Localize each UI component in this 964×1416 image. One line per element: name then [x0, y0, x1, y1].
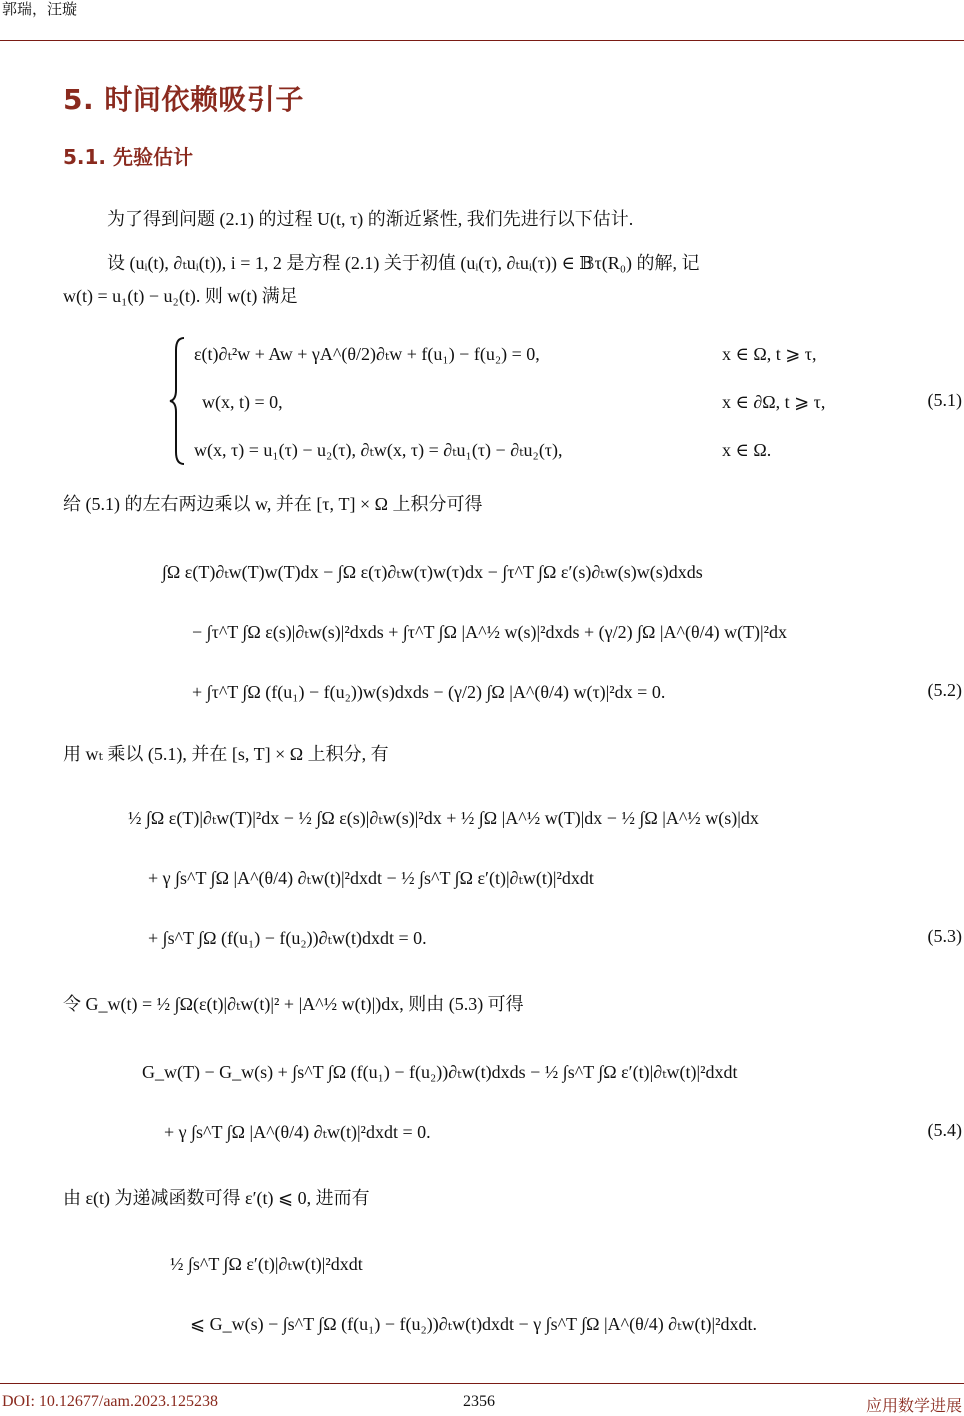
footer-page-number: 2356: [463, 1393, 495, 1410]
eq52-line3: + ∫τ^T ∫Ω (f(u₁) − f(u₂))w(s)dxds − (γ/2) ∫Ω |A^(θ/4) w(τ)|²dx = 0.: [192, 682, 666, 702]
eq51-row3-cond: x ∈ Ω.: [722, 440, 772, 460]
paragraph-intro: 为了得到问题 (2.1) 的过程 U(t, τ) 的渐近紧性, 我们先进行以下估计.: [107, 209, 634, 229]
paragraph-multiply-w: 给 (5.1) 的左右两边乘以 w, 并在 [τ, T] × Ω 上积分可得: [63, 494, 483, 514]
eq51-row1-cond: x ∈ Ω, t ⩾ τ,: [722, 344, 817, 364]
eq51-row3: w(x, τ) = u₁(τ) − u₂(τ), ∂ₜw(x, τ) = ∂ₜu₁(τ) − ∂ₜu₂(τ),: [194, 440, 563, 460]
equation-number-5-3: (5.3): [927, 926, 962, 946]
equation-number-5-1: (5.1): [927, 390, 962, 410]
eq51-row2: w(x, t) = 0,: [202, 392, 283, 412]
eq53-line3: + ∫s^T ∫Ω (f(u₁) − f(u₂))∂ₜw(t)dxdt = 0.: [148, 928, 427, 948]
footer-doi: DOI: 10.12677/aam.2023.125238: [2, 1393, 218, 1410]
footer-rule: [0, 1383, 964, 1384]
eq52-line2: − ∫τ^T ∫Ω ε(s)|∂ₜw(s)|²dxds + ∫τ^T ∫Ω |A^½ w(s)|²dxds + (γ/2) ∫Ω |A^(θ/4) w(T)|²dx: [192, 622, 788, 642]
paragraph-setup-line1: 设 (uᵢ(t), ∂ₜuᵢ(t)), i = 1, 2 是方程 (2.1) 关于初值 (uᵢ(τ), ∂ₜuᵢ(τ)) ∈ 𝔹τ(R₀) 的解, 记: [107, 253, 700, 273]
paragraph-multiply-wt: 用 wₜ 乘以 (5.1), 并在 [s, T] × Ω 上积分, 有: [63, 744, 389, 764]
section-title: 5. 时间依赖吸引子: [63, 83, 304, 116]
paragraph-setup-line2: w(t) = u₁(t) − u₂(t). 则 w(t) 满足: [63, 286, 298, 306]
eq51-row2-cond: x ∈ ∂Ω, t ⩾ τ,: [722, 392, 826, 412]
eq53-line2: + γ ∫s^T ∫Ω |A^(θ/4) ∂ₜw(t)|²dxdt − ½ ∫s^T ∫Ω ε′(t)|∂ₜw(t)|²dxdt: [148, 868, 594, 888]
paragraph-decreasing: 由 ε(t) 为递减函数可得 ε′(t) ⩽ 0, 进而有: [63, 1188, 370, 1208]
ineq-line2: ⩽ G_w(s) − ∫s^T ∫Ω (f(u₁) − f(u₂))∂ₜw(t)dxdt − γ ∫s^T ∫Ω |A^(θ/4) ∂ₜw(t)|²dxdt.: [190, 1314, 758, 1334]
footer-journal-name: 应用数学进展: [865, 1396, 962, 1415]
equation-number-5-2: (5.2): [927, 680, 962, 700]
eq53-line1: ½ ∫Ω ε(T)|∂ₜw(T)|²dx − ½ ∫Ω ε(s)|∂ₜw(s)|²dx + ½ ∫Ω |A^½ w(T)|dx − ½ ∫Ω |A^½ w(s)|dx: [128, 808, 759, 828]
subsection-title: 5.1. 先验估计: [63, 145, 193, 169]
paragraph-define-g: 令 G_w(t) = ½ ∫Ω(ε(t)|∂ₜw(t)|² + |A^½ w(t)|)dx, 则由 (5.3) 可得: [63, 994, 524, 1014]
eq54-line2: + γ ∫s^T ∫Ω |A^(θ/4) ∂ₜw(t)|²dxdt = 0.: [164, 1122, 431, 1142]
eq54-line1: G_w(T) − G_w(s) + ∫s^T ∫Ω (f(u₁) − f(u₂))∂ₜw(t)dxds − ½ ∫s^T ∫Ω ε′(t)|∂ₜw(t)|²dxdt: [142, 1062, 738, 1082]
header-authors: 郭瑞，汪璇: [2, 0, 78, 18]
eq52-line1: ∫Ω ε(T)∂ₜw(T)w(T)dx − ∫Ω ε(τ)∂ₜw(τ)w(τ)dx − ∫τ^T ∫Ω ε′(s)∂ₜw(s)w(s)dxds: [162, 562, 703, 582]
system-brace: [168, 336, 188, 466]
ineq-line1: ½ ∫s^T ∫Ω ε′(t)|∂ₜw(t)|²dxdt: [170, 1254, 363, 1274]
eq51-row1: ε(t)∂ₜ²w + Aw + γA^(θ/2)∂ₜw + f(u₁) − f(u₂) = 0,: [194, 344, 540, 364]
header-rule: [0, 40, 964, 41]
equation-number-5-4: (5.4): [927, 1120, 962, 1140]
